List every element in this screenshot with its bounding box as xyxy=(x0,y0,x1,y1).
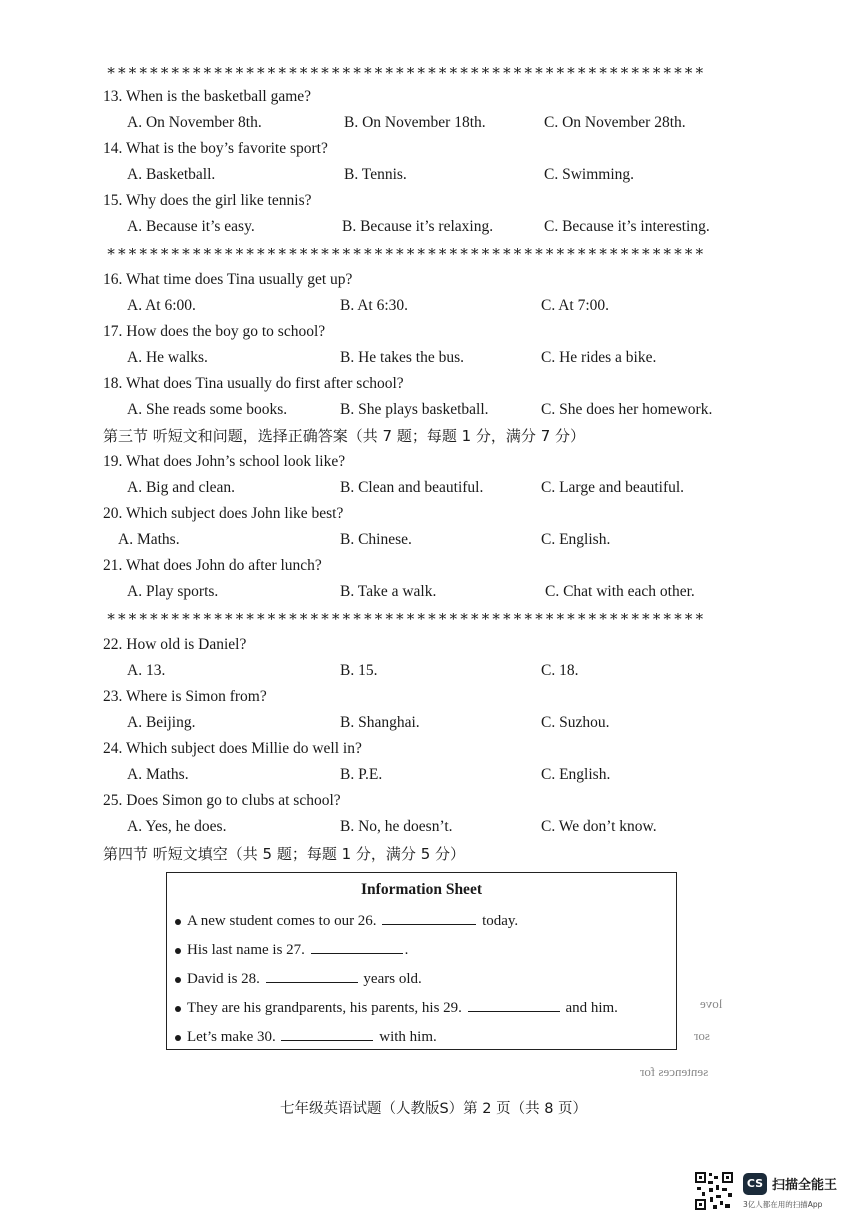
information-sheet-title: Information Sheet xyxy=(361,881,482,898)
answer-blank-28[interactable] xyxy=(266,968,358,983)
option-c: C. Suzhou. xyxy=(541,714,610,731)
option-a: A. Yes, he does. xyxy=(127,818,227,835)
section-heading-3: 第三节 听短文和问题，选择正确答案（共 7 题；每题 1 分，满分 7 分） xyxy=(103,427,586,445)
info-text: and him. xyxy=(565,1000,618,1016)
answer-blank-27[interactable] xyxy=(311,939,403,954)
option-c: C. Swimming. xyxy=(544,166,635,183)
separator-line: ∗∗∗∗∗∗∗∗∗∗∗∗∗∗∗∗∗∗∗∗∗∗∗∗∗∗∗∗∗∗∗∗∗∗∗∗∗∗∗∗∗∗∗∗∗∗∗∗∗∗∗∗∗∗∗∗ xyxy=(106,609,705,625)
info-line-26 xyxy=(175,910,518,930)
info-text: . xyxy=(404,942,409,958)
option-a: A. Big and clean. xyxy=(127,479,236,496)
option-a: A. She reads some books. xyxy=(127,401,288,418)
answer-blank-29[interactable] xyxy=(468,997,560,1012)
option-c: C. Chat with each other. xyxy=(545,583,695,600)
option-a: A. Because it’s easy. xyxy=(127,218,255,235)
option-a: A. At 6:00. xyxy=(127,297,196,314)
question-22: 22. How old is Daniel? xyxy=(103,636,247,653)
option-c: C. Large and beautiful. xyxy=(541,479,685,496)
option-a: A. Beijing. xyxy=(127,714,196,731)
question-24: 24. Which subject does Millie do well in? xyxy=(103,740,362,757)
bleed-through-text: love xyxy=(700,996,723,1011)
option-b: B. Shanghai. xyxy=(340,714,420,731)
info-line-27 xyxy=(175,939,408,959)
camscanner-tagline: 3亿人都在用的扫描App xyxy=(743,1200,823,1209)
option-a: A. Play sports. xyxy=(127,583,219,600)
option-b: B. At 6:30. xyxy=(340,297,409,314)
option-b: B. No, he doesn’t. xyxy=(340,818,453,835)
camscanner-logo-icon: CS xyxy=(743,1173,767,1195)
info-line-28 xyxy=(175,968,422,988)
bullet-icon xyxy=(175,1006,181,1012)
bleed-through-text: sor xyxy=(694,1028,710,1043)
question-15: 15. Why does the girl like tennis? xyxy=(103,192,312,209)
question-17: 17. How does the boy go to school? xyxy=(103,323,326,340)
bullet-icon xyxy=(175,919,181,925)
info-text: They are his grandparents, his parents, his 29. xyxy=(187,1000,462,1016)
bleed-through-text: sentences for xyxy=(640,1064,709,1079)
answer-blank-30[interactable] xyxy=(281,1026,373,1041)
info-text: with him. xyxy=(379,1029,437,1045)
qr-code-icon xyxy=(694,1171,734,1211)
separator-line: ∗∗∗∗∗∗∗∗∗∗∗∗∗∗∗∗∗∗∗∗∗∗∗∗∗∗∗∗∗∗∗∗∗∗∗∗∗∗∗∗∗∗∗∗∗∗∗∗∗∗∗∗∗∗∗∗ xyxy=(106,63,705,79)
option-b: B. 15. xyxy=(340,662,378,679)
info-text: His last name is 27. xyxy=(187,942,305,958)
question-18: 18. What does Tina usually do first after school? xyxy=(103,375,404,392)
info-line-30 xyxy=(175,1026,437,1046)
info-text: Let’s make 30. xyxy=(187,1029,276,1045)
option-c: C. On November 28th. xyxy=(544,114,686,131)
information-sheet xyxy=(166,872,677,1050)
question-14: 14. What is the boy’s favorite sport? xyxy=(103,140,328,157)
separator-line: ∗∗∗∗∗∗∗∗∗∗∗∗∗∗∗∗∗∗∗∗∗∗∗∗∗∗∗∗∗∗∗∗∗∗∗∗∗∗∗∗∗∗∗∗∗∗∗∗∗∗∗∗∗∗∗∗ xyxy=(106,244,705,260)
bullet-icon xyxy=(175,948,181,954)
info-text: David is 28. xyxy=(187,971,260,987)
info-text: years old. xyxy=(363,971,422,987)
option-b: B. On November 18th. xyxy=(344,114,486,131)
option-b: B. Take a walk. xyxy=(340,583,437,600)
option-c: C. 18. xyxy=(541,662,579,679)
option-b: B. Tennis. xyxy=(344,166,407,183)
option-b: B. Chinese. xyxy=(340,531,412,548)
option-a: A. 13. xyxy=(127,662,166,679)
option-a: A. Maths. xyxy=(127,766,189,783)
section-heading-4: 第四节 听短文填空（共 5 题；每题 1 分，满分 5 分） xyxy=(103,845,466,863)
page-footer: 七年级英语试题（人教版S）第 2 页（共 8 页） xyxy=(279,1101,588,1117)
option-b: B. Because it’s relaxing. xyxy=(342,218,494,235)
option-b: B. Clean and beautiful. xyxy=(340,479,484,496)
bullet-icon xyxy=(175,977,181,983)
camscanner-brand-name: 扫描全能王 xyxy=(772,1178,838,1193)
option-c: C. We don’t know. xyxy=(541,818,657,835)
option-c: C. English. xyxy=(541,531,611,548)
option-a: A. Maths. xyxy=(118,531,180,548)
option-b: B. She plays basketball. xyxy=(340,401,489,418)
option-a: A. He walks. xyxy=(127,349,208,366)
option-b: B. P.E. xyxy=(340,766,383,783)
option-c: C. Because it’s interesting. xyxy=(544,218,710,235)
info-line-29 xyxy=(175,997,618,1017)
question-16: 16. What time does Tina usually get up? xyxy=(103,271,353,288)
option-b: B. He takes the bus. xyxy=(340,349,464,366)
option-c: C. English. xyxy=(541,766,611,783)
question-23: 23. Where is Simon from? xyxy=(103,688,267,705)
info-text: A new student comes to our 26. xyxy=(187,913,377,929)
question-21: 21. What does John do after lunch? xyxy=(103,557,322,574)
option-a: A. Basketball. xyxy=(127,166,216,183)
option-c: C. He rides a bike. xyxy=(541,349,657,366)
question-19: 19. What does John’s school look like? xyxy=(103,453,346,470)
option-c: C. She does her homework. xyxy=(541,401,713,418)
option-c: C. At 7:00. xyxy=(541,297,610,314)
info-text: today. xyxy=(482,913,519,929)
question-25: 25. Does Simon go to clubs at school? xyxy=(103,792,341,809)
question-13: 13. When is the basketball game? xyxy=(103,88,312,105)
option-a: A. On November 8th. xyxy=(127,114,262,131)
answer-blank-26[interactable] xyxy=(382,910,476,925)
question-20: 20. Which subject does John like best? xyxy=(103,505,344,522)
bullet-icon xyxy=(175,1035,181,1041)
